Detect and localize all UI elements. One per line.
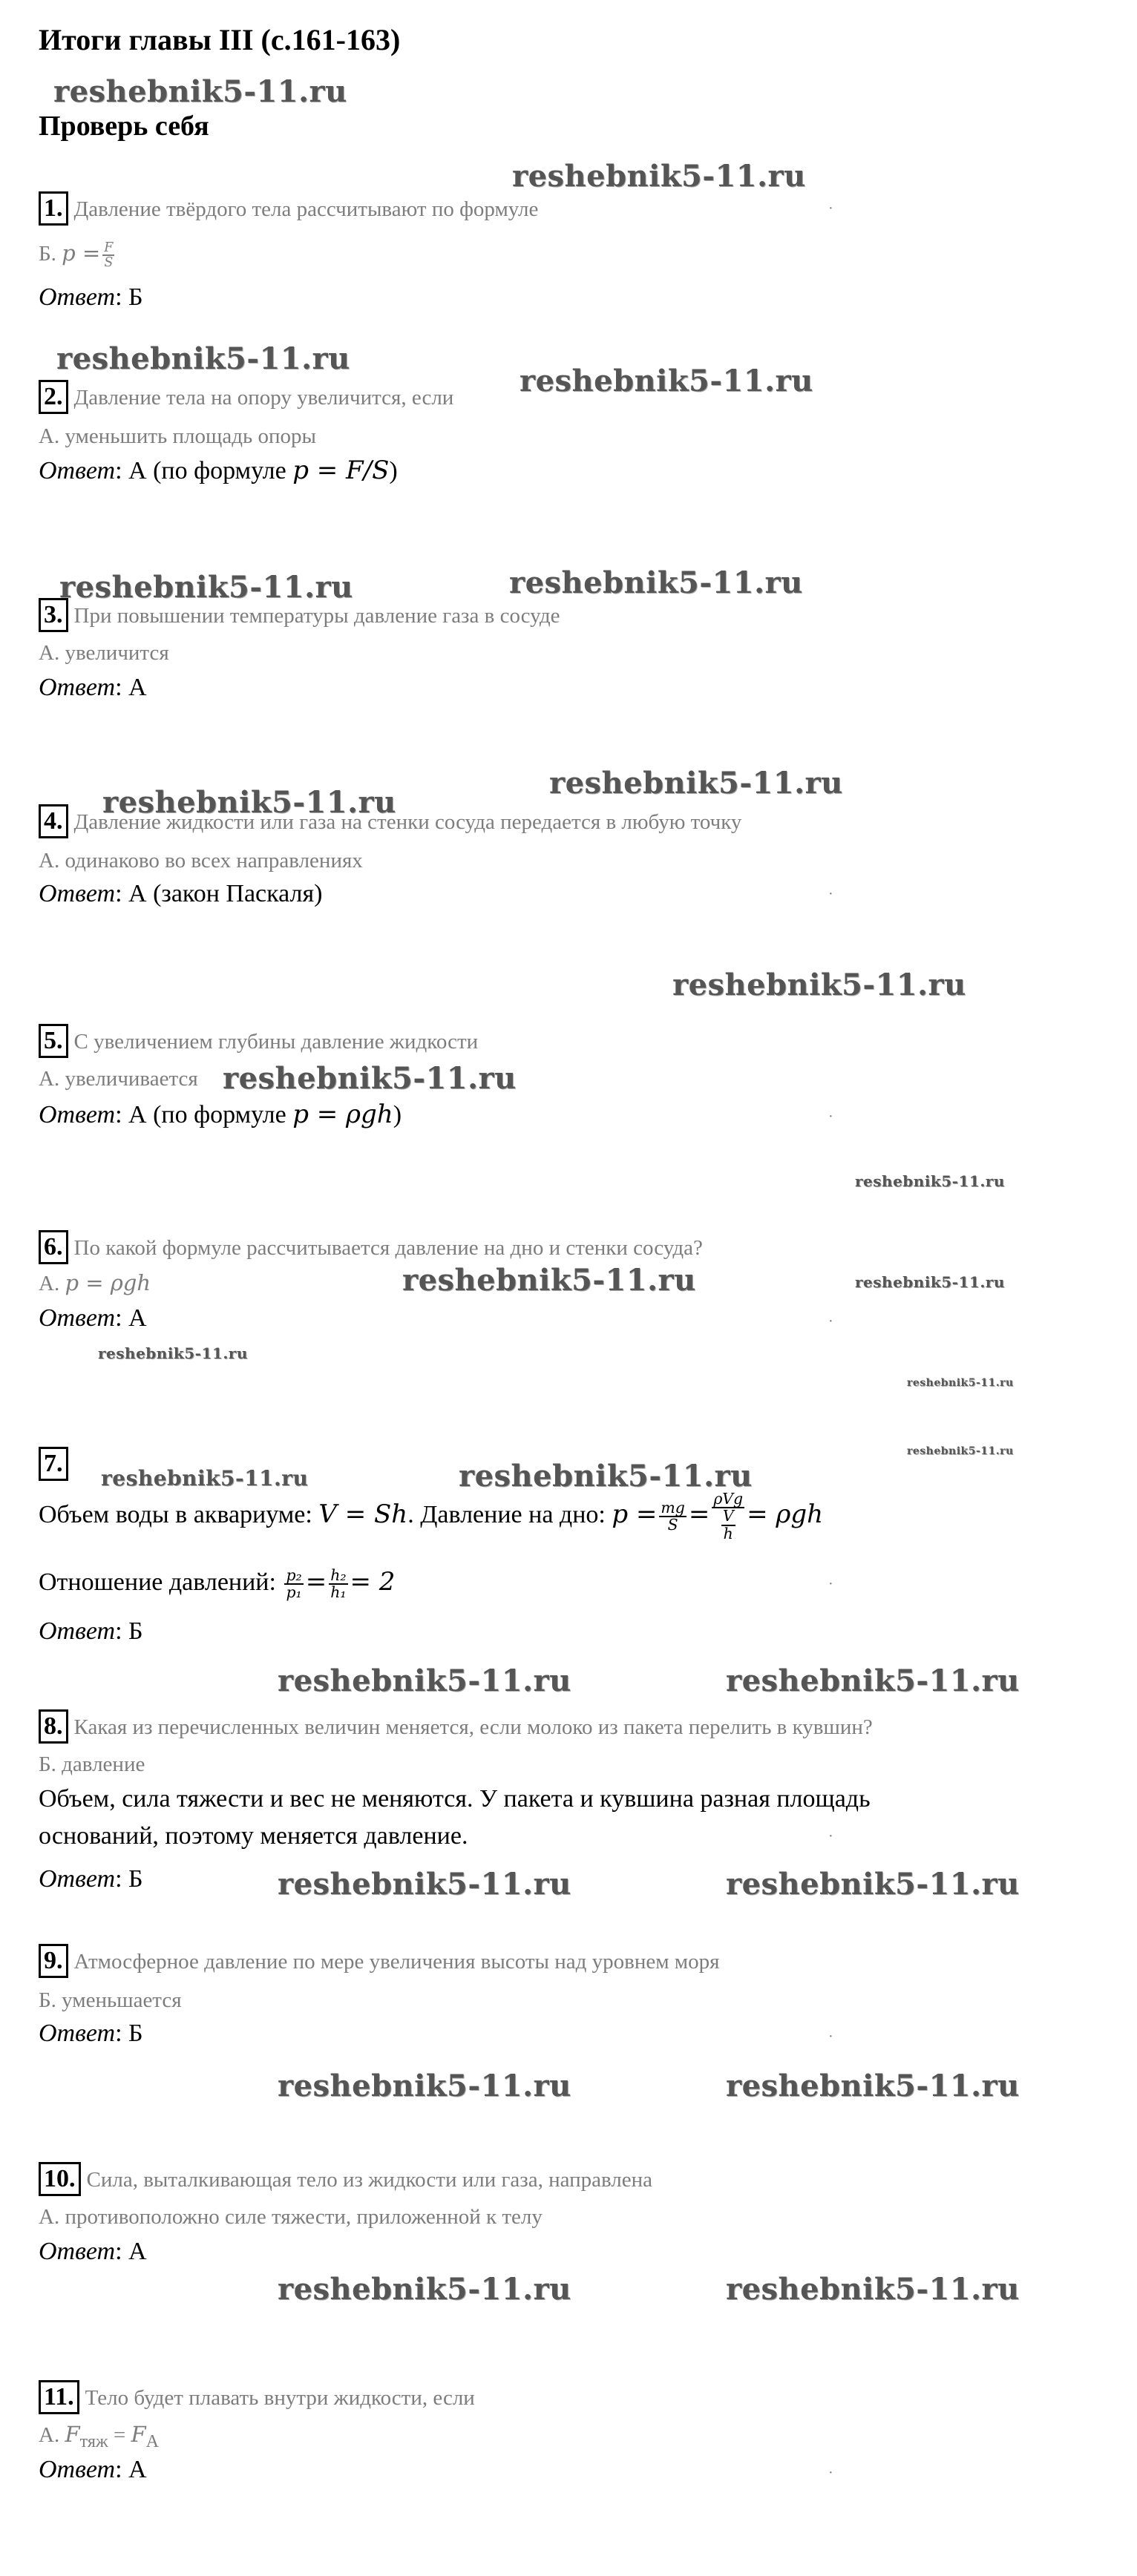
question-number: 9. — [39, 1944, 68, 1978]
answer-option: А. увеличивается — [39, 1067, 198, 1091]
question-7 — [39, 1447, 74, 1481]
answer-option: Б. p = $\frac{F}{S}$ — [39, 240, 114, 271]
question-number: 11. — [39, 2380, 79, 2414]
question-9 — [39, 1944, 720, 1978]
watermark: reshebnik5-11.ru — [102, 785, 396, 820]
question-8 — [39, 1709, 873, 1744]
page-subtitle: Проверь себя — [39, 111, 209, 142]
question-number: 7. — [39, 1447, 68, 1481]
scan-speck: · — [828, 2465, 833, 2481]
question-text: С увеличением глубины давление жидкости — [73, 1030, 479, 1054]
question-text: Давление твёрдого тела рассчитывают по формуле — [73, 197, 539, 221]
watermark: reshebnik5-11.ru — [726, 1867, 1020, 1902]
question-11 — [39, 2380, 475, 2414]
watermark: reshebnik5-11.ru — [509, 565, 803, 600]
question-3 — [39, 598, 560, 632]
question-number: 1. — [39, 191, 68, 226]
watermark: reshebnik5-11.ru — [278, 1867, 571, 1902]
question-number: 3. — [39, 598, 68, 632]
watermark: reshebnik5-11.ru — [53, 74, 347, 109]
scan-speck: · — [828, 1313, 833, 1330]
scan-speck: · — [828, 886, 833, 902]
watermark: reshebnik5-11.ru — [459, 1459, 753, 1494]
watermark: reshebnik5-11.ru — [672, 967, 966, 1002]
question-10 — [39, 2162, 652, 2196]
question-text: По какой формуле рассчитывается давление на дно и стенки сосуда? — [73, 1236, 703, 1260]
answer-line: Ответ: Б — [39, 1617, 143, 1645]
answer-option: А. одинаково во всех направлениях — [39, 849, 363, 873]
watermark: reshebnik5-11.ru — [278, 1663, 571, 1698]
answer-option: А. противоположно силе тяжести, приложенной к телу — [39, 2205, 543, 2229]
answer-option: Б. уменьшается — [39, 1988, 182, 2012]
answer-line: Ответ: Б — [39, 1865, 143, 1893]
watermark: reshebnik5-11.ru — [907, 1445, 1014, 1457]
answer-option: А. $F_{тяж} = F_A$ — [39, 2422, 160, 2451]
page-title: Итоги главы III (с.161-163) — [39, 23, 401, 56]
watermark: reshebnik5-11.ru — [402, 1263, 696, 1298]
watermark: reshebnik5-11.ru — [101, 1466, 309, 1491]
question-1 — [39, 191, 538, 226]
watermark: reshebnik5-11.ru — [512, 159, 806, 194]
watermark: reshebnik5-11.ru — [907, 1377, 1014, 1389]
question-4 — [39, 804, 741, 838]
explanation-line: Объем, сила тяжести и вес не меняются. У пакета и кувшина разная площадь — [39, 1785, 871, 1813]
watermark: reshebnik5-11.ru — [855, 1172, 1005, 1190]
explanation-line: Объем воды в аквариуме: V = Sh. Давление на дно: p = $\frac{mg}{S}$ = $\frac{\text{ρVg}}{\frac{V}{h}}$ = ρgh — [39, 1490, 824, 1542]
answer-line: Ответ: А (закон Паскаля) — [39, 880, 323, 907]
watermark: reshebnik5-11.ru — [726, 2069, 1020, 2103]
scan-speck: · — [828, 1828, 833, 1844]
question-text: Тело будет плавать внутри жидкости, если — [85, 2386, 475, 2410]
watermark: reshebnik5-11.ru — [726, 2272, 1020, 2307]
question-text: Сила, выталкивающая тело из жидкости или газа, направлена — [86, 2168, 653, 2192]
watermark: reshebnik5-11.ru — [56, 341, 350, 376]
question-text: Давление жидкости или газа на стенки сосуда передается в любую точку — [73, 810, 742, 834]
watermark: reshebnik5-11.ru — [520, 364, 813, 398]
answer-option: А. уменьшить площадь опоры — [39, 424, 316, 448]
scan-speck: · — [828, 2028, 833, 2045]
question-6 — [39, 1230, 703, 1264]
question-number: 6. — [39, 1230, 68, 1264]
answer-line: Ответ: А — [39, 2238, 147, 2265]
answer-line: Ответ: А — [39, 674, 147, 701]
answer-option: А. увеличится — [39, 641, 169, 665]
question-number: 8. — [39, 1709, 68, 1744]
answer-line: Ответ: А (по формуле p = F/S) — [39, 456, 398, 485]
explanation-line: Отношение давлений: $\frac{\text{p₂}}{\text{p₁}}$ = $\frac{\text{h₂}}{\text{h₁}}$ = 2 — [39, 1565, 396, 1602]
answer-line: Ответ: А — [39, 2456, 147, 2483]
watermark: reshebnik5-11.ru — [278, 2272, 571, 2307]
answer-line: Ответ: Б — [39, 283, 143, 311]
question-number: 2. — [39, 380, 68, 414]
watermark: reshebnik5-11.ru — [549, 766, 843, 801]
question-number: 5. — [39, 1024, 68, 1058]
question-text: При повышении температуры давление газа в сосуде — [73, 604, 560, 628]
answer-option: А. p = ρgh — [39, 1270, 151, 1295]
question-text: Атмосферное давление по мере увеличения высоты над уровнем моря — [73, 1950, 720, 1974]
watermark: reshebnik5-11.ru — [59, 570, 353, 605]
question-text: Давление тела на опору увеличится, если — [73, 386, 454, 410]
answer-line: Ответ: А — [39, 1304, 147, 1332]
scan-speck: · — [828, 1576, 833, 1592]
question-5 — [39, 1024, 478, 1058]
watermark: reshebnik5-11.ru — [98, 1344, 248, 1362]
question-number: 4. — [39, 804, 68, 838]
watermark: reshebnik5-11.ru — [855, 1273, 1005, 1291]
question-2 — [39, 380, 453, 414]
question-text: Какая из перечисленных величин меняется, если молоко из пакета перелить в кувшин? — [73, 1715, 873, 1739]
watermark: reshebnik5-11.ru — [278, 2069, 571, 2103]
answer-option: Б. давление — [39, 1752, 145, 1776]
explanation-line: оснований, поэтому меняется давление. — [39, 1822, 468, 1850]
answer-line: Ответ: А (по формуле p = ρgh) — [39, 1100, 402, 1129]
watermark: reshebnik5-11.ru — [726, 1663, 1020, 1698]
watermark: reshebnik5-11.ru — [223, 1061, 517, 1096]
scan-speck: · — [828, 200, 833, 217]
answer-line: Ответ: Б — [39, 2020, 143, 2047]
question-number: 10. — [39, 2162, 81, 2196]
scan-speck: · — [828, 1108, 833, 1125]
